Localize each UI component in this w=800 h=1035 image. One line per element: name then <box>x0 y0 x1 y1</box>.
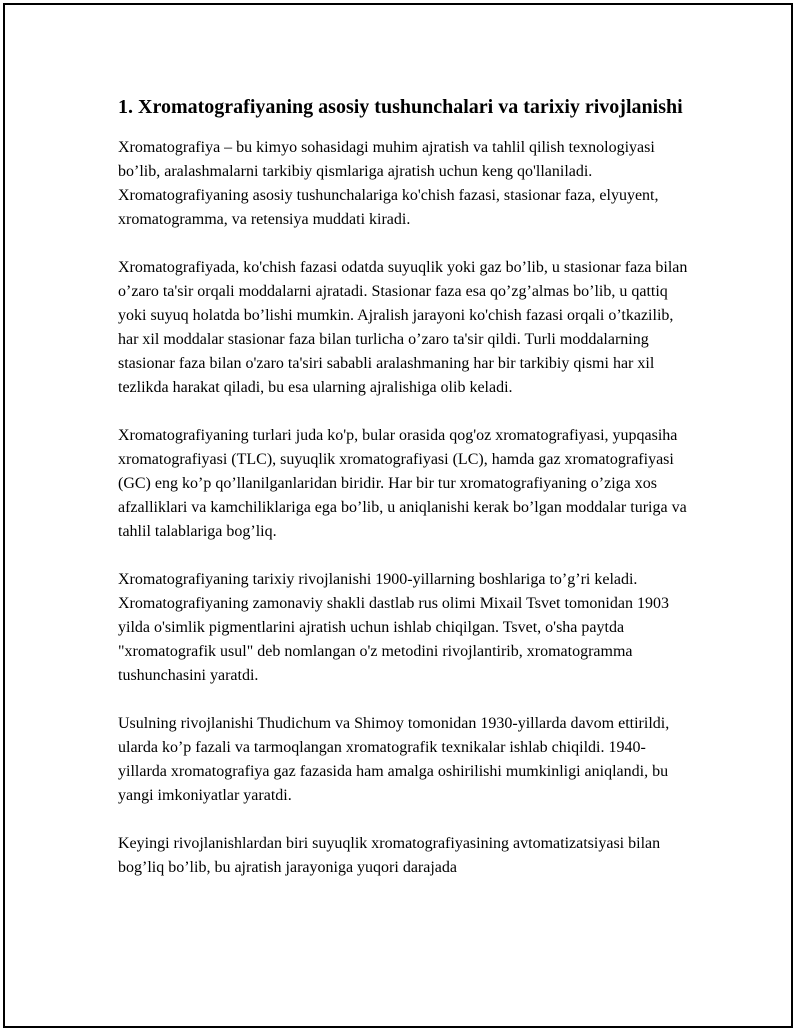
paragraph-intro: Xromatografiya – bu kimyo sohasidagi muhim ajratish va tahlil qilish texnologiyasi bo’lib, aralashmalarni tarkibiy qismlariga ajratish uchun keng qo'llaniladi. Xromatografiyaning asosiy tushunchalariga ko'chish fazasi, stasionar faza, elyuyent, xromatogramma, va retensiya muddati kiradi. <box>118 139 659 228</box>
paragraph-phases: Xromatografiyada, ko'chish fazasi odatda suyuqlik yoki gaz bo’lib, u stasionar faza bilan o’zaro ta'sir orqali moddalarni ajratadi. Stasionar faza esa qo’zg’almas bo’lib, u qattiq yoki suyuq holatda bo’lishi mumkin. Ajralish jarayoni ko'chish fazasi orqali o’tkazilib, har xil moddalar stasionar faza bilan turlicha o’zaro ta'sir qildi. Turli moddalarning stasionar faza bilan o'zaro ta'siri sababli aralashmaning har bir tarkibiy qismi har xil tezlikda harakat qiladi, bu esa ularning ajralishiga olib keladi. <box>118 259 688 396</box>
paragraph-history: Xromatografiyaning tarixiy rivojlanishi 1900-yillarning boshlariga to’g’ri keladi. Xromatografiyaning zamonaviy shakli dastlab rus olimi Mixail Tsvet tomonidan 1903 yilda o'simlik pigmentlarini ajratish uchun ishlab chiqilgan. Tsvet, o'sha paytda "xromatografik usul" deb nomlangan o'z metodini rivojlantirib, xromatogramma tushunchasini yaratdi. <box>118 571 669 684</box>
paragraph-automation: Keyingi rivojlanishlardan biri suyuqlik xromatografiyasining avtomatizatsiyasi bilan bog’liq bo’lib, bu ajratish jarayoniga yuqori darajada <box>118 835 661 876</box>
document-body <box>118 94 693 904</box>
paragraph-development: Usulning rivojlanishi Thudichum va Shimoy tomonidan 1930-yillarda davom ettirildi, ularda ko’p fazali va tarmoqlangan xromatografik texnikalar ishlab chiqildi. 1940-yillarda xromatografiya gaz fazasida ham amalga oshirilishi mumkinligi aniqlandi, bu yangi imkoniyatlar yaratdi. <box>118 715 670 804</box>
paragraph-types: Xromatografiyaning turlari juda ko'p, bular orasida qog'oz xromatografiyasi, yupqasiha xromatografiyasi (TLC), suyuqlik xromatografiyasi (LC), hamda gaz xromatografiyasi (GC) eng ko’p qo’llanilganlaridan biridir. Har bir tur xromatografiyaning o’ziga xos afzalliklari va kamchiliklariga ega bo’lib, u aniqlanishi kerak bo’lgan moddalar turiga va tahlil talablariga bog’liq. <box>118 427 687 540</box>
section-heading: 1. Xromatografiyaning asosiy tushunchalari va tarixiy rivojlanishi <box>118 96 683 118</box>
